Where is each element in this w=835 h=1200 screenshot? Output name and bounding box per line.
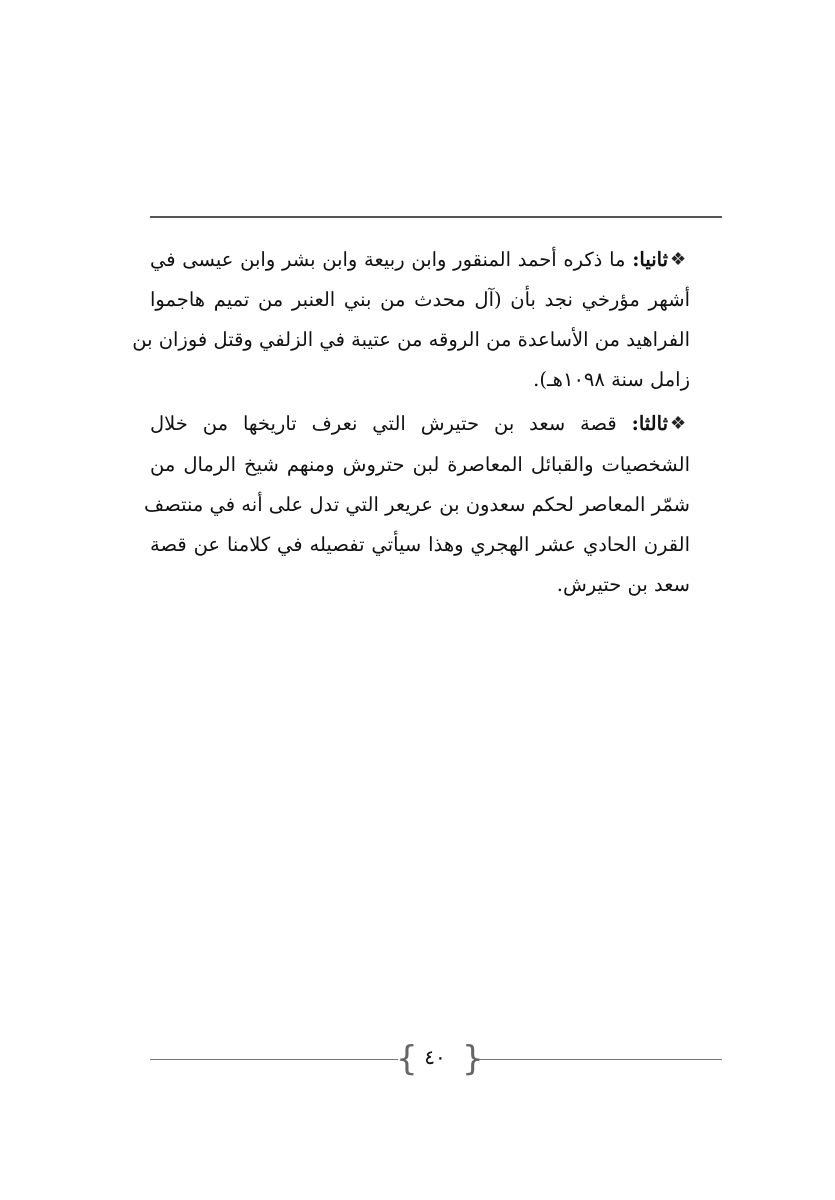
paragraph-line [150,410,668,438]
paragraph-line: زامل سنة ١٠٩٨هـ). [533,368,690,391]
paragraph-line: القرن الحادي عشر الهجري وهذا سيأتي تفصيله في كلامنا عن قصة [150,533,690,556]
line-text: ما ذكره أحمد المنقور وابن ربيعة وابن بشر وابن عيسى في [150,248,626,271]
header-rule [150,216,722,218]
paragraph-line: شمّر المعاصر لحكم سعدون بن عريعر التي تدل على أنه في منتصف [144,493,690,516]
paragraph-line: سعد بن حتيرش. [556,573,690,596]
bullet-icon: ❖ [670,413,687,434]
paragraph-label: ثانيا: [632,248,669,271]
paragraph-line: الفراهيد من الأساعدة من الروقه من عتيبة في الزلفي وقتل فوزان بن [132,328,690,351]
right-brace-icon: } [462,1039,484,1079]
footer-rule-right [474,1059,722,1060]
footer-rule-left [150,1059,398,1060]
bullet-icon: ❖ [670,249,687,270]
paragraph-line: الشخصيات والقبائل المعاصرة لبن حتروش ومنهم شيخ الرمال من [150,453,690,476]
line-text: قصة سعد بن حتيرش التي نعرف تاريخها من خلال [150,412,617,435]
paragraph-line: أشهر مؤرخي نجد بأن (آل محدث من بني العنبر من تميم هاجموا [150,288,690,311]
paragraph-label: ثالثا: [631,412,668,435]
paragraph-line [150,246,668,274]
left-brace-icon: { [396,1039,418,1079]
page-number: ٤٠ [424,1045,446,1069]
